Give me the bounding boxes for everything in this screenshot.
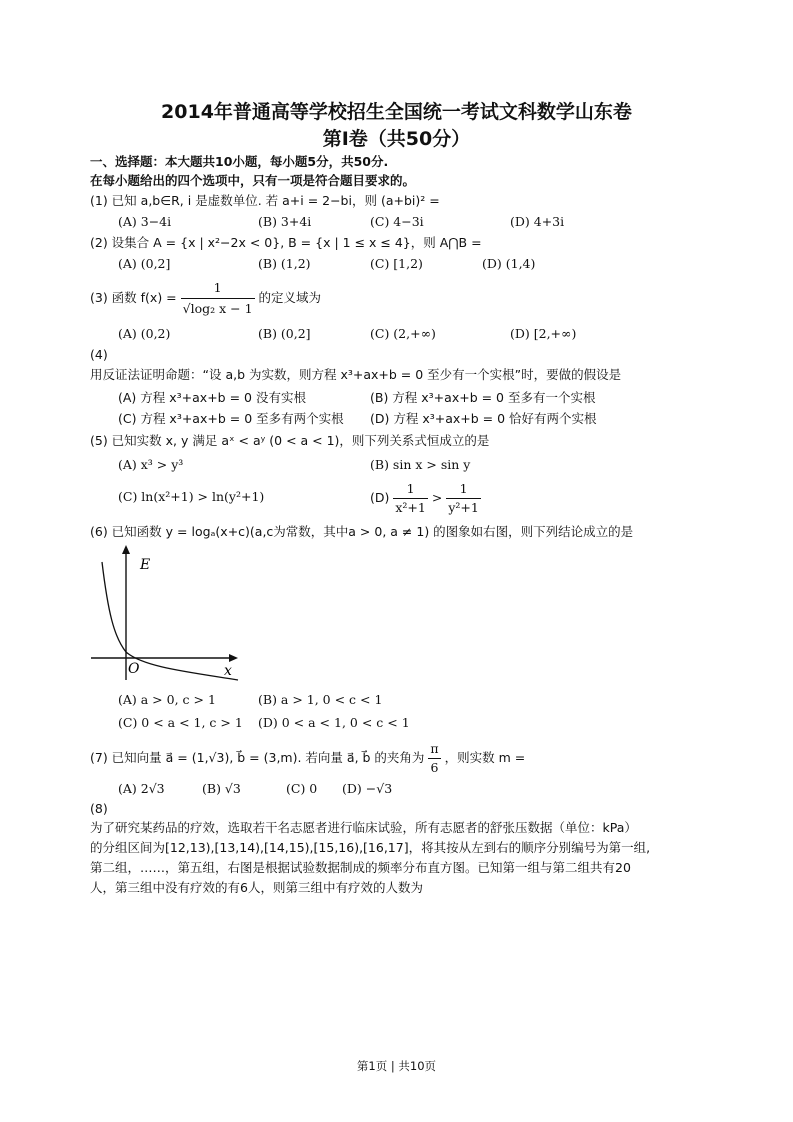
q7-stem xyxy=(90,740,525,777)
q7-option-d: (D) −√3 xyxy=(342,781,393,796)
q1-option-b: (B) 3+4i xyxy=(258,214,312,229)
q4-option-c: (C) 方程 x³+ax+b = 0 至多有两个实根 xyxy=(118,411,344,426)
q2-stem: (2) 设集合 A = {x | x²−2x < 0}, B = {x | 1 ≤ x ≤ 4}，则 A⋂B = xyxy=(90,235,482,250)
q4-number: (4) xyxy=(90,347,108,362)
q7-option-c: (C) 0 xyxy=(286,781,318,796)
q3-fraction xyxy=(181,278,255,319)
q7-stem-before: (7) 已知向量 a⃗ = (1,√3), b⃗ = (3,m). 若向量 a⃗, b⃗ 的夹角为 xyxy=(90,750,425,765)
q3-option-b: (B) (0,2] xyxy=(258,326,311,341)
function-curve xyxy=(102,562,238,680)
q4-option-a: (A) 方程 x³+ax+b = 0 没有实根 xyxy=(118,390,306,405)
q1-option-a: (A) 3−4i xyxy=(118,214,172,229)
q5-option-d-label: (D) xyxy=(370,490,390,505)
q3-option-d: (D) [2,+∞) xyxy=(510,326,577,341)
exam-subtitle: 第Ⅰ卷（共50分） xyxy=(322,128,471,150)
page-footer: 第1页 | 共10页 xyxy=(356,1059,437,1073)
q7-angle-fraction xyxy=(428,740,440,777)
y-axis-label: E xyxy=(140,557,151,573)
origin-label: O xyxy=(128,661,140,677)
q5-d-relation: > xyxy=(431,490,443,505)
q8-line: 人，第三组中没有疗效的有6人，则第三组中有疗效的人数为 xyxy=(90,880,423,895)
q8-line: 为了研究某药品的疗效，选取若干名志愿者进行临床试验，所有志愿者的舒张压数据（单位：kPa） xyxy=(90,820,637,835)
q5-d-right-num: 1 xyxy=(446,480,481,499)
q1-stem: (1) 已知 a,b∈R, i 是虚数单位. 若 a+i = 2−bi，则 (a+bi)² = xyxy=(90,193,440,208)
q7-option-a: (A) 2√3 xyxy=(118,781,165,796)
q8-line: 的分组区间为[12,13),[13,14),[14,15),[15,16),[16,17]，将其按从左到右的顺序分别编号为第一组, xyxy=(90,840,651,855)
q2-option-d: (D) (1,4) xyxy=(482,256,536,271)
q7-stem-after: ，则实数 m = xyxy=(444,750,526,765)
q6-option-d: (D) 0 < a < 1, 0 < c < 1 xyxy=(258,715,410,730)
q5-d-right-den: y²+1 xyxy=(448,500,479,515)
x-axis-arrow xyxy=(229,654,238,662)
q7-option-b: (B) √3 xyxy=(202,781,241,796)
q5-option-a: (A) x³ > y³ xyxy=(118,457,184,472)
q2-option-c: (C) [1,2) xyxy=(370,256,423,271)
q6-option-c: (C) 0 < a < 1, c > 1 xyxy=(118,715,243,730)
q3-option-c: (C) (2,+∞) xyxy=(370,326,436,341)
q2-option-b: (B) (1,2) xyxy=(258,256,311,271)
q5-d-left-den: x²+1 xyxy=(395,500,426,515)
section-instruction: 在每小题给出的四个选项中，只有一项是符合题目要求的。 xyxy=(90,173,416,188)
q5-option-c: (C) ln(x²+1) > ln(y²+1) xyxy=(118,489,265,504)
q6-graph xyxy=(88,542,248,682)
q7-angle-num: π xyxy=(428,740,440,759)
q5-d-right-fraction xyxy=(446,480,481,517)
q8-line: 第二组，……，第五组，右图是根据试验数据制成的频率分布直方图。已知第一组与第二组共有20 xyxy=(90,860,631,875)
q5-stem: (5) 已知实数 x, y 满足 aˣ < aʸ (0 < a < 1)，则下列关系式恒成立的是 xyxy=(90,433,490,448)
q6-stem: (6) 已知函数 y = logₐ(x+c)(a,c为常数，其中a > 0, a ≠ 1) 的图象如右图，则下列结论成立的是 xyxy=(90,524,634,539)
q1-option-c: (C) 4−3i xyxy=(370,214,424,229)
q1-option-d: (D) 4+3i xyxy=(510,214,565,229)
exam-title: 2014年普通高等学校招生全国统一考试文科数学山东卷 xyxy=(161,101,632,123)
section-heading: 一、选择题：本大题共10小题，每小题5分，共50分. xyxy=(90,154,389,169)
q8-number: (8) xyxy=(90,801,108,816)
q3-stem xyxy=(90,278,321,319)
q5-d-left-num: 1 xyxy=(393,480,428,499)
q3-option-a: (A) (0,2) xyxy=(118,326,171,341)
q4-stem: 用反证法证明命题：“设 a,b 为实数，则方程 x³+ax+b = 0 至少有一个实根”时，要做的假设是 xyxy=(90,367,622,382)
q3-numerator: 1 xyxy=(181,278,255,299)
q5-d-left-fraction xyxy=(393,480,428,517)
q3-suffix: 的定义域为 xyxy=(258,290,322,305)
q2-option-a: (A) (0,2] xyxy=(118,256,171,271)
y-axis-arrow xyxy=(122,545,130,554)
q6-option-a: (A) a > 0, c > 1 xyxy=(118,692,216,707)
q5-option-b: (B) sin x > sin y xyxy=(370,457,471,472)
q5-option-d xyxy=(370,480,481,517)
q4-option-d: (D) 方程 x³+ax+b = 0 恰好有两个实根 xyxy=(370,411,597,426)
q6-option-b: (B) a > 1, 0 < c < 1 xyxy=(258,692,383,707)
q4-option-b: (B) 方程 x³+ax+b = 0 至多有一个实根 xyxy=(370,390,596,405)
q3-denominator: √log₂ x − 1 xyxy=(182,301,253,316)
x-axis-label: x xyxy=(224,663,232,679)
q3-prefix: (3) 函数 f(x) = xyxy=(90,290,177,305)
q7-angle-den: 6 xyxy=(430,760,439,775)
